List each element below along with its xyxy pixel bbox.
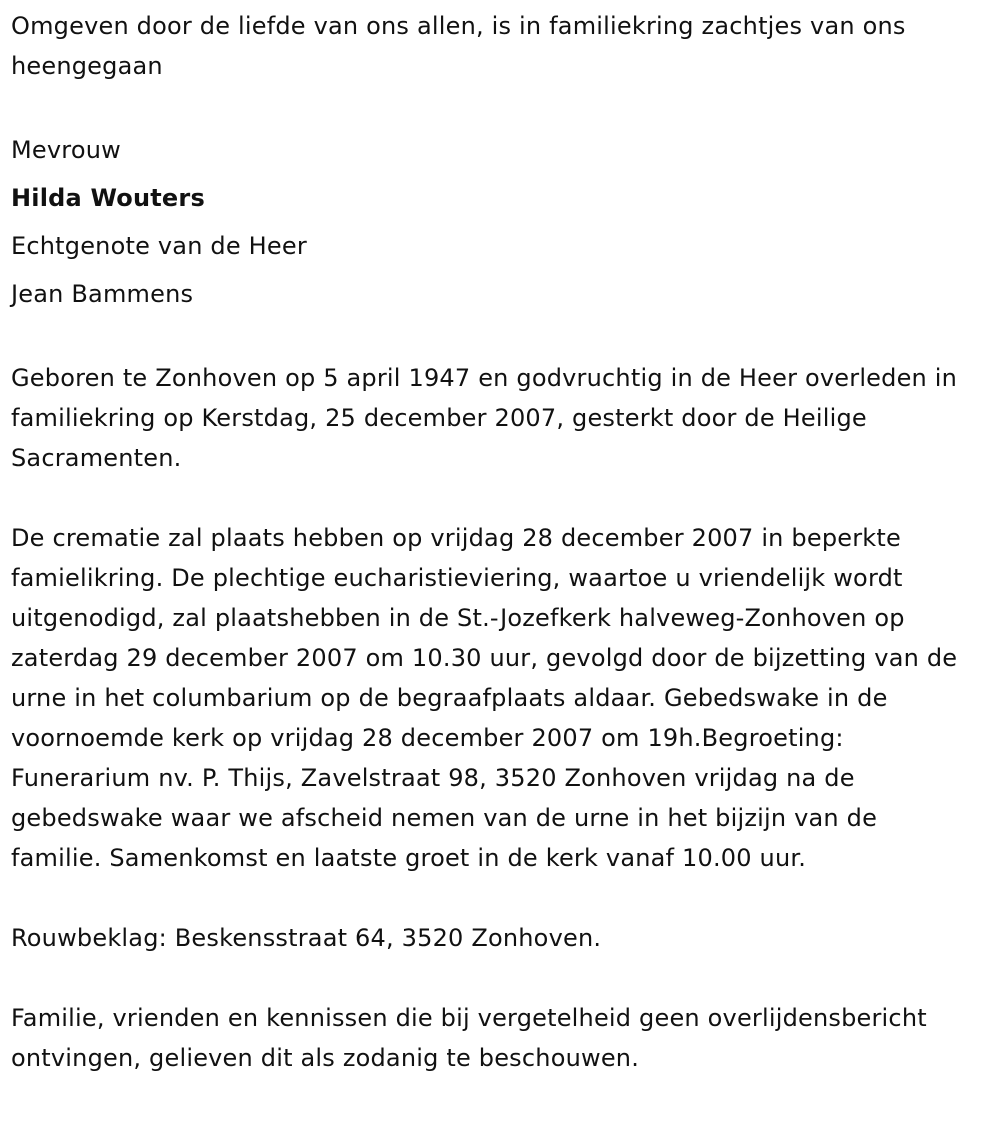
closing-paragraph: Familie, vrienden en kennissen die bij vergetelheid geen overlijdensbericht ontvingen, gelieven dit als zodanig te beschouwen. bbox=[11, 1004, 927, 1072]
ceremony-paragraph: De crematie zal plaats hebben op vrijdag 28 december 2007 in beperkte famielikring. De plechtige eucharistieviering, waartoe u vriendelijk wordt uitgenodigd, zal plaatshebben in de St.-Jozefkerk halveweg-Zonhoven op zaterdag 29 december 2007 om 10.30 uur, gevolgd door de bijzetting van de urne in het columbarium op de begraafplaats aldaar. Gebedswake in de voornoemde kerk op vrijdag 28 december 2007 om 19h.Begroeting: Funerarium nv. P. Thijs, Zavelstraat 98, 3520 Zonhoven vrijdag na de gebedswake waar we afscheid nemen van de urne in het bijzijn van de familie. Samenkomst en laatste groet in de kerk vanaf 10.00 uur. bbox=[11, 524, 958, 872]
spacer bbox=[11, 318, 969, 358]
birth-death-paragraph: Geboren te Zonhoven op 5 april 1947 en godvruchtig in de Heer overleden in familiekring op Kerstdag, 25 december 2007, gesterkt door de Heilige Sacramenten. bbox=[11, 364, 958, 472]
intro-text: Omgeven door de liefde van ons allen, is in familiekring zachtjes van ons heengegaan bbox=[11, 12, 906, 80]
condolences-paragraph: Rouwbeklag: Beskensstraat 64, 3520 Zonhoven. bbox=[11, 924, 602, 952]
spouse-name: Jean Bammens bbox=[11, 280, 194, 308]
spouse-label: Echtgenote van de Heer bbox=[11, 232, 307, 260]
deceased-name: Hilda Wouters bbox=[11, 184, 205, 212]
spacer bbox=[11, 878, 969, 918]
honorific: Mevrouw bbox=[11, 136, 121, 164]
spacer bbox=[11, 958, 969, 998]
spacer bbox=[11, 478, 969, 518]
spacer bbox=[11, 86, 969, 126]
